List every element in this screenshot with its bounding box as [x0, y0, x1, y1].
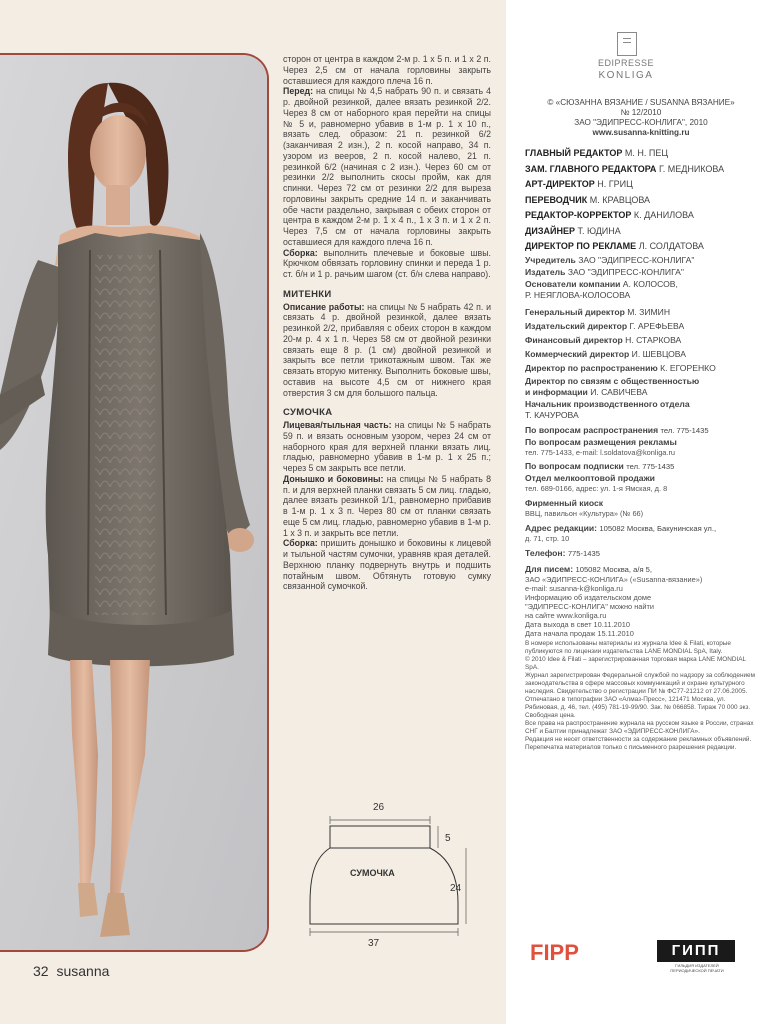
founder-row: Учредитель ЗАО "ЭДИПРЕСС-КОНЛИГА": [525, 254, 695, 265]
address-row: Адрес редакции: 105082 Москва, Бакунинская ул.,: [525, 522, 717, 533]
label: Сборка:: [283, 538, 318, 549]
company-founders-row-2: Р. НЕЯГЛОВА-КОЛОСОВА: [525, 289, 631, 300]
body-height-label: 24: [450, 883, 462, 894]
paragraph: Лицевая/тыльная часть: на спицы № 5 набрать 59 п. и вязать основным узором, через 24 см от наборного края для верхней планки вязать лиц. гладью, равномерно убавив в 1-м р. 1 х 25 п.; через 5 см закрыть все петли.: [283, 420, 491, 473]
distribution-row: По вопросам распространения тел. 775-1435: [525, 424, 709, 435]
production-row: Начальник производственного отдела: [525, 398, 690, 409]
legal-note: Редакция не несет ответственности за содержание рекламных объявлений.: [525, 735, 752, 743]
staff-row: ПЕРЕВОДЧИК М. КРАВЦОВА: [525, 194, 651, 205]
page-footer: [33, 963, 113, 979]
info-line: на сайте www.konliga.ru: [525, 610, 607, 620]
paragraph: Описание работы: на спицы № 5 набрать 42 п. и связать 4 р. двойной резинкой, далее вязать резинкой 2/2, прибавляя с обеих сторон в каждом 20-м р. 4 х 1 п. Через 58 см от двойной резинки связать еще 8 р. (1 см) двойной резинкой и закрыть все петли трикотажным швом. Так же связать вторую митенку. Выполнить боковые швы, оставив на высоте 4,5 см от нижнего края отверстия 3 см для большого пальца.: [283, 301, 492, 398]
staff-row: АРТ-ДИРЕКТОР Н. ГРИЦ: [525, 179, 633, 189]
label: Перед:: [283, 86, 313, 97]
staff-row: РЕДАКТОР-КОРРЕКТОР К. ДАНИЛОВА: [525, 210, 694, 220]
label: Сборка:: [283, 247, 318, 258]
kiosk-location: ВВЦ, павильон «Культура» (№ 66): [525, 508, 644, 518]
wholesale-contacts: тел. 689-0166, адрес: ул. 1-я Ямская, д. 8: [525, 483, 668, 493]
imprint: [525, 98, 757, 752]
logo-line-2: KONLIGA: [598, 70, 654, 81]
info-line: "ЭДИПРЕСС-КОНЛИГА" можно найти: [525, 601, 655, 611]
logo-line-1: EDIPRESSE: [597, 58, 655, 68]
legal-note: Перепечатка материалов только с письменного разрешения редакции.: [525, 743, 737, 751]
legal-note: Журнал зарегистрирован Федеральной службой по надзору за соблюдением законодательства в сфере массовых коммуникаций и охране культурного наследия. Свидетельство о регистрации ПИ № ФС77-21212 от 27.06.2005.: [525, 671, 756, 695]
kiosk-row: Фирменный киоск: [525, 497, 604, 508]
gipp-subtitle: ГИЛЬДИЯ ИЗДАТЕЛЕЙ ПЕРИОДИЧЕСКОЙ ПЕЧАТИ: [670, 963, 724, 973]
management-row: Издательский директор Г. АРЕФЬЕВА: [525, 320, 685, 331]
ads-contacts: тел. 775-1433, e-mail: l.soldatova@konliga.ru: [525, 447, 676, 457]
legal-note: © 2010 Idee & Filati – зарегистрированная торговая марка LANE MONDIAL SpA.: [525, 655, 746, 671]
management-row: Коммерческий директор И. ШЕВЦОВА: [525, 348, 686, 359]
magazine-brand: susanna: [56, 963, 110, 979]
info-line: Информацию об издательском доме: [525, 592, 652, 602]
management-row: Финансовый директор Н. СТАРКОВА: [525, 334, 682, 345]
model-photo: [0, 53, 269, 952]
wholesale-row: Отдел мелкооптовой продажи: [525, 472, 655, 483]
paragraph: Донышко и боковины: на спицы № 5 набрать 8 п. и для верхней планки связать 5 см лиц. гладью, далее вязать резинкой 1/1, равномерно прибавив в 1-м р. 1 х 3 п. Через 80 см от планки связать еще 5 см лиц. гладью, равномерно убавив в 1-м р. 1 х 3 п. и закрыть все петли.: [283, 473, 491, 538]
top-width-label: 26: [373, 802, 385, 813]
bottom-width-label: 37: [368, 938, 380, 948]
edipresse-logo-icon: [617, 32, 637, 56]
staff-row: ДИРЕКТОР ПО РЕКЛАМЕ Л. СОЛДАТОВА: [525, 241, 704, 251]
staff-row: ЗАМ. ГЛАВНОГО РЕДАКТОРА Г. МЕДНИКОВА: [525, 163, 725, 174]
page-number: 32: [33, 963, 49, 979]
gipp-logo: ГИПП: [657, 940, 735, 962]
issue-number: № 12/2010: [620, 108, 662, 117]
staff-row: ДИЗАЙНЕР Т. ЮДИНА: [525, 225, 621, 236]
website: www.susanna-knitting.ru: [592, 128, 690, 137]
paragraph: Сборка: пришить донышко и боковины к лицевой и тыльной частям сумочки, уравняв края деталей. Верхнюю планку подвернуть внутрь и подшить потайным швом. Обтянуть готовую сумку связанной сумочкой.: [283, 538, 491, 592]
management-row: Директор по распространению К. ЕГОРЕНКО: [525, 362, 716, 373]
strip-height-label: 5: [445, 833, 451, 844]
letters-row-2: ЗАО «ЭДИПРЕСС-КОНЛИГА» («Susanna-вязание»): [525, 574, 703, 584]
management-row: Генеральный директор М. ЗИМИН: [525, 306, 671, 317]
release-date: Дата выхода в свет 10.11.2010: [525, 619, 630, 629]
legal-note: Отпечатано в типографии ЗАО «Алмаз-Пресс», 121471 Москва, ул. Рябиновая, д. 46, тел. (495) 781-19-99/90. Зак. № 066858. Тираж 70 000 экз. Свободная цена.: [525, 695, 751, 719]
pr-row: Директор по связям с общественностью: [525, 375, 700, 386]
label: Донышко и боковины:: [283, 473, 384, 484]
publisher-row: Издатель ЗАО "ЭДИПРЕСС-КОНЛИГА": [525, 266, 684, 277]
copyright: © «СЮЗАННА ВЯЗАНИЕ / SUSANNA ВЯЗАНИЕ»: [547, 98, 735, 107]
bottom-bar: [0, 992, 506, 1024]
bag-pattern-diagram: [300, 798, 480, 948]
section-heading: МИТЕНКИ: [283, 288, 332, 300]
diagram-title: СУМОЧКА: [350, 868, 395, 878]
paragraph: сторон от центра в каждом 2-м р. 1 х 5 п. и 1 х 2 п. Через 2,5 см от начала горловины закрыть оставшиеся для каждого плеча 16 п.: [283, 54, 491, 86]
production-name: Т. КАЧУРОВА: [525, 409, 579, 420]
label: Лицевая/тыльная часть:: [283, 420, 392, 430]
address-row-2: д. 71, стр. 10: [525, 533, 570, 543]
staff-row: ГЛАВНЫЙ РЕДАКТОР М. Н. ПЕЦ: [525, 148, 669, 158]
phone-row: Телефон: 775-1435: [525, 547, 600, 558]
email: e-mail: susanna-k@konliga.ru: [525, 583, 623, 593]
pr-row-2: и информации И. САВИЧЕВА: [525, 386, 648, 397]
ads-row: По вопросам размещения рекламы: [525, 436, 677, 447]
legal-note: Все права на распространение журнала на русском языке в России, странах СНГ и Балтии принадлежат ЗАО «ЭДИПРЕСС-КОНЛИГА».: [525, 719, 754, 735]
legal-note: В номере использованы материалы из журнала Idee & Filati, которые публикуются по лицензии издательства LANE MONDIAL SpA, Italy.: [525, 639, 731, 655]
section-heading: СУМОЧКА: [283, 407, 333, 419]
letters-row: Для писем: 105082 Москва, а/я 5,: [525, 563, 652, 574]
sale-date: Дата начала продаж 15.11.2010: [525, 628, 634, 638]
subscription-row: По вопросам подписки тел. 775-1435: [525, 460, 675, 471]
company-founders-row: Основатели компании А. КОЛОСОВ,: [525, 278, 678, 289]
paragraph: Перед: на спицы № 4,5 набрать 90 п. и связать 4 р. двойной резинкой, далее вязать резинкой 2/2. Через 8 см от наборного края перейти на спицы № 5 и, равномерно убавив в 1-м р. 1 х 10 п., вязать след. образом: 21 п. резинкой 6/2 (заканчивая 2 изн.), 2 п. косой направо, 34 п. узором из вееров, 2 п. косой налево, 21 п. резинкой 6/2 (начиная с 2 изн.). Через 60 см от резинки 2/2 выполнить скосы пройм, как для спинки. Через 72 см от резинки 2/2 для выреза горловины закрыть средние 14 п. и заканчивать обе части раздельно, закрывая с обеих сторон от центра в каждом 2-м р. 1 х 4 п., 1 х 3 п. и 1 х 2 п. Через 7,5 см от начала горловины закрыть оставшиеся для каждого плеча 16 п.: [283, 86, 491, 247]
fipp-logo: FIPP: [530, 940, 579, 965]
publisher-year: ЗАО "ЭДИПРЕСС-КОНЛИГА", 2010: [574, 118, 708, 127]
label: Описание работы:: [283, 301, 365, 312]
paragraph: Сборка: выполнить плечевые и боковые швы. Крючком обвязать горловину спинки и переда 1 р. ст. б/н и 1 р. рачьим шагом (ст. б/н слева направо).: [283, 247, 491, 279]
instructions-column: [283, 54, 491, 592]
